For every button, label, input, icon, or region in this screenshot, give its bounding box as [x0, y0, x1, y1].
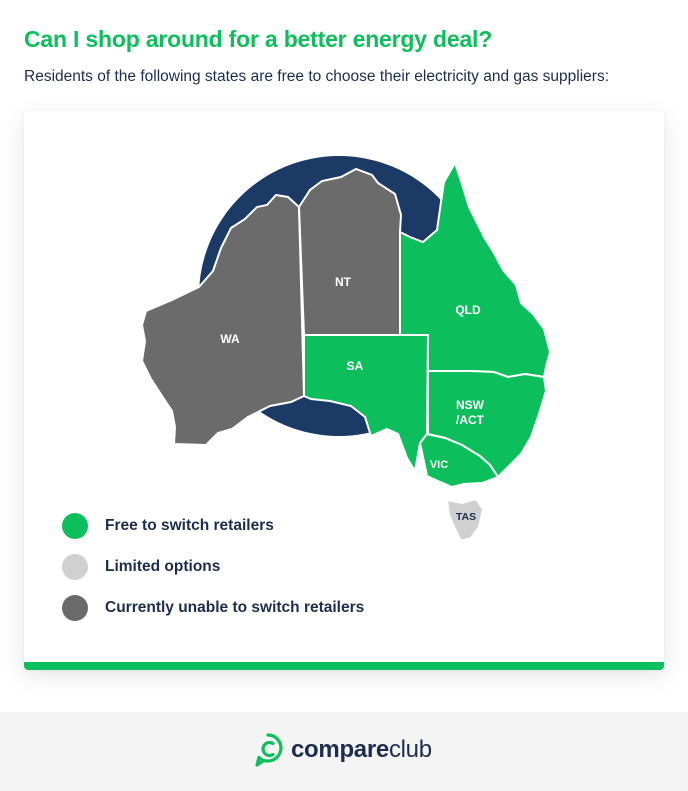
footer: [0, 712, 688, 791]
map-card: [24, 111, 664, 670]
legend-swatch-free: [62, 513, 88, 539]
label-vic: VIC: [429, 459, 449, 471]
legend-swatch-unable: [62, 595, 88, 621]
label-tas: TAS: [455, 511, 477, 523]
legend-label-limited: Limited options: [105, 558, 221, 575]
compareclub-logo-text: [291, 736, 432, 764]
legend-item-free: [62, 513, 364, 539]
legend-swatch-limited: [62, 554, 88, 580]
card-accent-bar: [24, 662, 664, 670]
compareclub-logo-icon: [253, 733, 283, 767]
legend-label-unable: Currently unable to switch retailers: [105, 599, 365, 616]
page-title: Can I shop around for a better energy deal?: [24, 26, 493, 52]
label-nsw-line2: /ACT: [456, 413, 484, 427]
label-qld: QLD: [455, 303, 481, 317]
state-nt: [299, 169, 401, 335]
legend-item-limited: [62, 554, 364, 580]
page-subtitle: Residents of the following states are free to choose their electricity and gas suppliers:: [24, 68, 610, 85]
map-legend: [62, 513, 364, 636]
legend-label-free: Free to switch retailers: [105, 517, 274, 534]
logo-text-bold: compare: [291, 736, 389, 763]
logo-text-light: club: [388, 736, 432, 763]
legend-item-unable: [62, 595, 364, 621]
compareclub-logo[interactable]: [253, 733, 432, 767]
label-wa: WA: [220, 332, 240, 346]
label-nsw-line1: NSW: [456, 398, 484, 412]
label-nt: NT: [335, 275, 351, 289]
label-sa: SA: [346, 359, 364, 373]
